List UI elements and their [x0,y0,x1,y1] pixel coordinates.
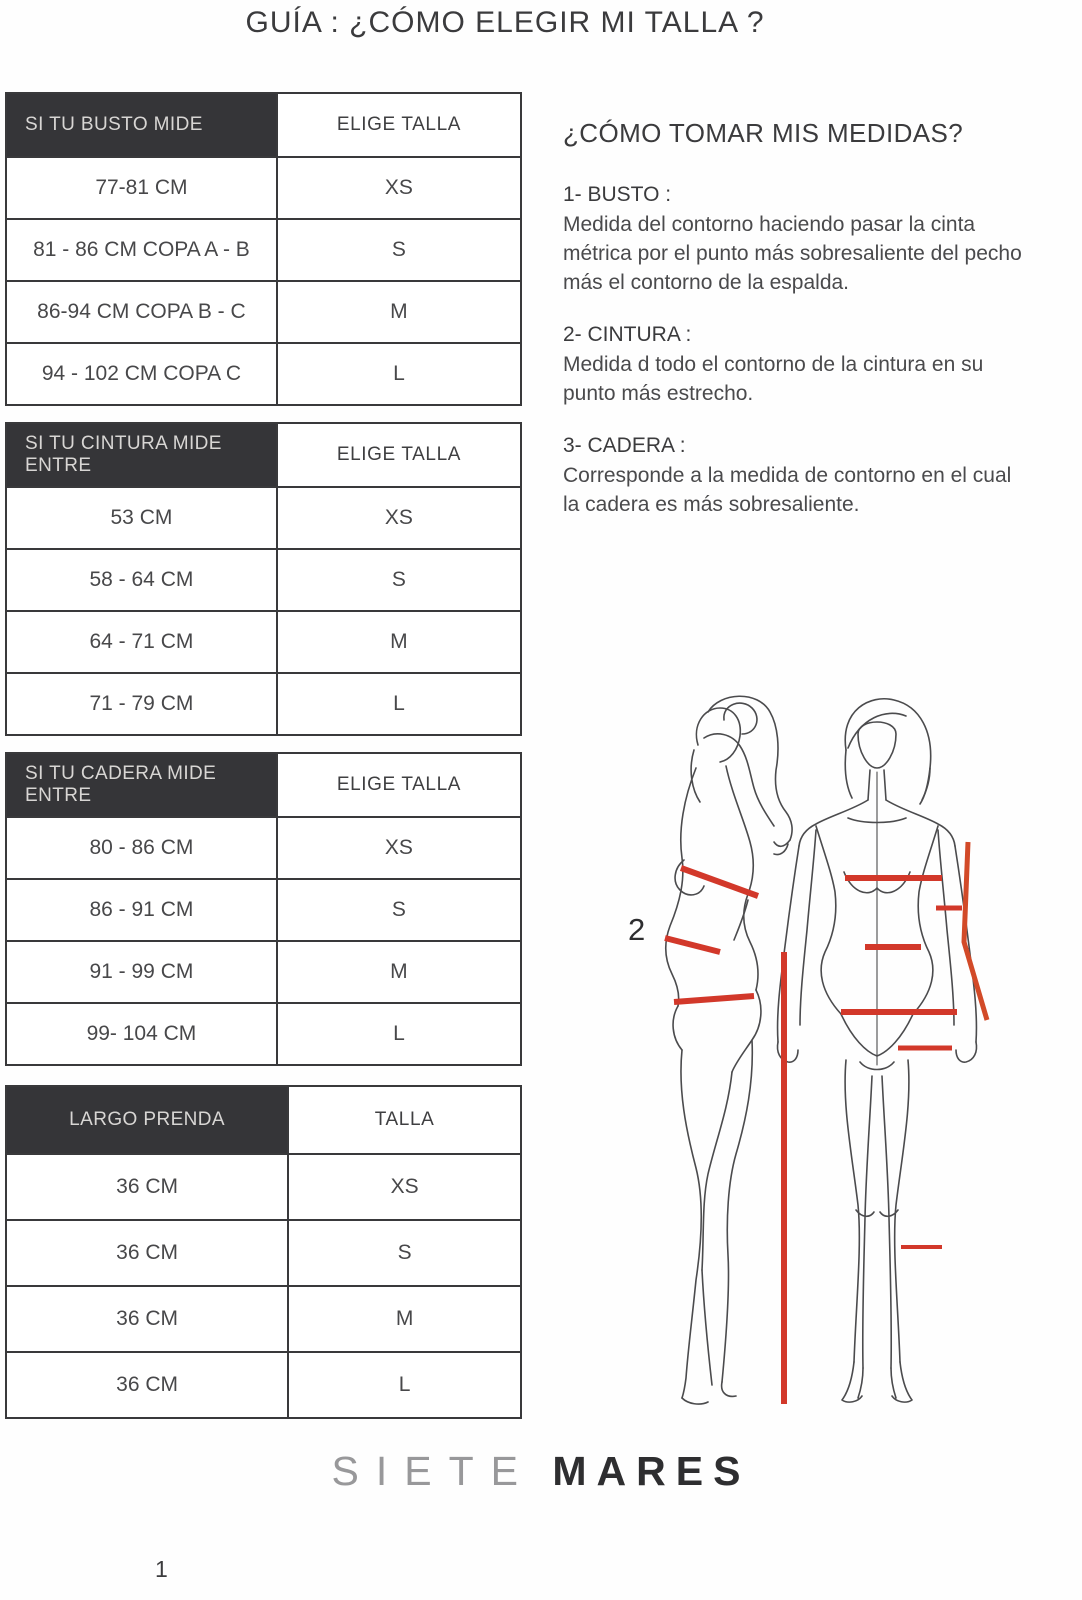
waist-size-table [5,422,522,736]
table-header-row [7,424,520,486]
size-value: M [390,630,408,653]
measure-value: 64 - 71 CM [7,612,278,672]
instruction-label: 1- BUSTO : [563,183,672,206]
size-value: M [390,300,408,323]
size-value: L [393,362,405,385]
measure-value: 58 - 64 CM [7,550,278,610]
table-header-row [7,94,520,156]
table-row [7,218,520,280]
table-row [7,1285,520,1351]
measure-value: 81 - 86 CM COPA A - B [7,220,278,280]
table-row [7,1002,520,1064]
bust-size-table [5,92,522,406]
size-value: L [393,692,405,715]
table-row [7,1153,520,1219]
measure-value: 86 - 91 CM [7,880,278,940]
measure-value: 71 - 79 CM [7,674,278,734]
page-number: 1 [155,1556,168,1582]
side-waist-line [665,938,720,952]
size-value: L [393,1022,405,1045]
brand-mares: MARES [552,1448,751,1494]
instruction-text: Medida d todo el contorno de la cintura en su punto más estrecho. [563,353,984,405]
table-header-row [7,754,520,816]
measure-value: 36 CM [7,1353,289,1417]
measure-value: 77-81 CM [7,158,278,218]
side-bust-line [681,868,758,896]
hip-size-table [5,752,522,1066]
measure-value: 91 - 99 CM [7,942,278,1002]
table-row [7,342,520,404]
measure-value: 94 - 102 CM COPA C [7,344,278,404]
brand-siete: SIETE [331,1448,535,1494]
bust-table-title: SI TU BUSTO MIDE [7,94,278,156]
size-value: S [391,568,406,591]
instruction-cadera [563,434,1041,519]
size-value: L [398,1373,411,1396]
size-value: S [397,1241,412,1264]
table-row [7,486,520,548]
bust-table-size-header: ELIGE TALLA [336,114,462,135]
size-value: XS [384,836,413,859]
measuring-instructions [563,118,1041,545]
instruction-text: Medida del contorno haciendo pasar la cinta métrica por el punto más sobresaliente del pecho más el contorno de la espalda. [563,213,1022,294]
instructions-heading: ¿CÓMO TOMAR MIS MEDIDAS? [563,118,964,148]
hip-table-size-header: ELIGE TALLA [336,774,462,795]
table-row [7,280,520,342]
table-row [7,878,520,940]
measure-value: 36 CM [7,1221,289,1285]
length-table-size-header: TALLA [374,1109,435,1130]
size-value: M [395,1307,414,1330]
size-value: XS [390,1175,419,1198]
length-table-title: LARGO PRENDA [7,1087,289,1153]
size-value: S [391,898,406,921]
instruction-label: 3- CADERA : [563,434,686,457]
table-row [7,156,520,218]
figure-cintura-label: 2 [628,912,646,947]
instruction-label: 2- CINTURA : [563,323,692,346]
size-value: XS [384,176,413,199]
side-hip-line [674,996,754,1002]
waist-table-size-header: ELIGE TALLA [336,444,462,465]
table-row [7,940,520,1002]
garment-length-table [5,1085,522,1419]
table-row [7,1219,520,1285]
figure-illustration [608,690,1078,1410]
measure-value: 99- 104 CM [7,1004,278,1064]
measure-value: 36 CM [7,1287,289,1351]
table-row [7,548,520,610]
size-value: M [390,960,408,983]
size-value: S [391,238,406,261]
measurement-lines [665,842,987,1404]
brand-logo [0,1448,1082,1495]
table-row [7,1351,520,1417]
side-figure-sketch [666,696,792,1404]
measure-value: 80 - 86 CM [7,818,278,878]
table-header-row [7,1087,520,1153]
page-title: GUÍA : ¿CÓMO ELEGIR MI TALLA ? [245,6,765,39]
instruction-busto [563,183,1041,297]
instruction-cintura [563,323,1041,408]
table-row [7,816,520,878]
instruction-text: Corresponde a la medida de contorno en el cual la cadera es más sobresaliente. [563,464,1012,516]
measure-value: 53 CM [7,488,278,548]
table-row [7,610,520,672]
table-row [7,672,520,734]
size-value: XS [384,506,413,529]
measure-value: 86-94 CM COPA B - C [7,282,278,342]
hip-table-title: SI TU CADERA MIDE ENTRE [7,754,278,816]
measure-value: 36 CM [7,1155,289,1219]
waist-table-title: SI TU CINTURA MIDE ENTRE [7,424,278,486]
